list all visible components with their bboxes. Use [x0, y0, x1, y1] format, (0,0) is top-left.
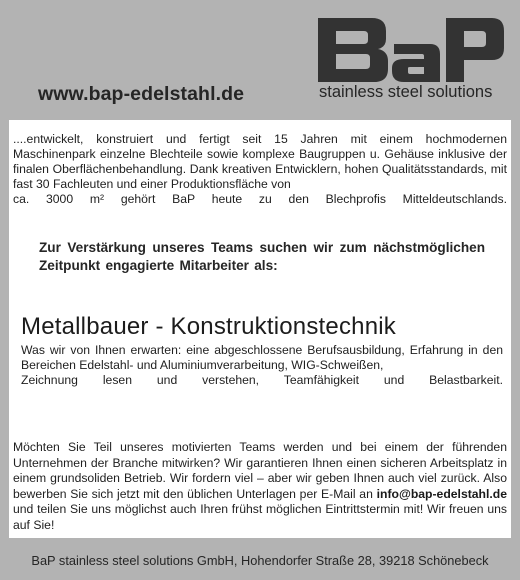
contact-email-link[interactable]: info@bap-edelstahl.de [376, 486, 507, 501]
company-intro [13, 132, 507, 207]
company-address: BaP stainless steel solutions GmbH, Hohendorfer Straße 28, 39218 Schönebeck [31, 553, 489, 568]
offer-text-closing: und teilen Sie uns möglichst auch Ihren frühst möglichen Eintrittstermin mit! Wir freuen uns auf Sie! [13, 502, 507, 532]
offer-text-body: Möchten Sie Teil unseres motivierten Teams werden und bei einem der führenden Unternehmen der Branche mitwirken? Wir garantieren Ihnen einen sicheren Arbeitsplatz in einem grundsoliden Betrieb. Wir fordern viel – aber wir geben Ihnen auch viel zurück. Also bewerben Sie sich jetzt mit den üblichen Unterlagen per E-Mail an [13, 440, 507, 501]
requirements-text: Was wir von Ihnen erwarten: eine abgeschlossene Berufsausbildung, Erfahrung in den Bereichen Edelstahl- und Aluminiumverarbeitung, WIG-Schweißen, [21, 343, 503, 372]
company-tagline: stainless steel solutions [319, 83, 493, 101]
bap-logo-graphic [312, 14, 508, 84]
intro-text: ....entwickelt, konstruiert und fertigt seit 15 Jahren mit einem hochmodernen Maschinenpark einzelne Blechteile sowie komplexe Baugruppen u. Gehäuse inklusive der finalen Oberflächenbehandlung. Dank kreativen Entwicklern, hohen Qualitätsstandards, mit fast 30 Fachleuten und einer Produktionsfläche von [13, 132, 507, 191]
hiring-callout: Zur Verstärkung unseres Teams suchen wir zum nächstmöglichen Zeitpunkt engagierte Mitarbeiter als: [39, 240, 485, 273]
job-title: Metallbauer - Konstruktionstechnik [21, 313, 396, 340]
website-url[interactable]: www.bap-edelstahl.de [38, 83, 245, 105]
offer-text [13, 440, 507, 533]
job-requirements [21, 343, 503, 388]
header [0, 0, 520, 118]
content-panel [9, 120, 511, 538]
intro-text-last: ca. 3000 m² gehört BaP heute zu den Blechprofis Mitteldeutschlands. [13, 192, 507, 206]
requirements-text-last: Zeichnung lesen und verstehen, Teamfähigkeit und Belastbarkeit. [21, 373, 503, 387]
